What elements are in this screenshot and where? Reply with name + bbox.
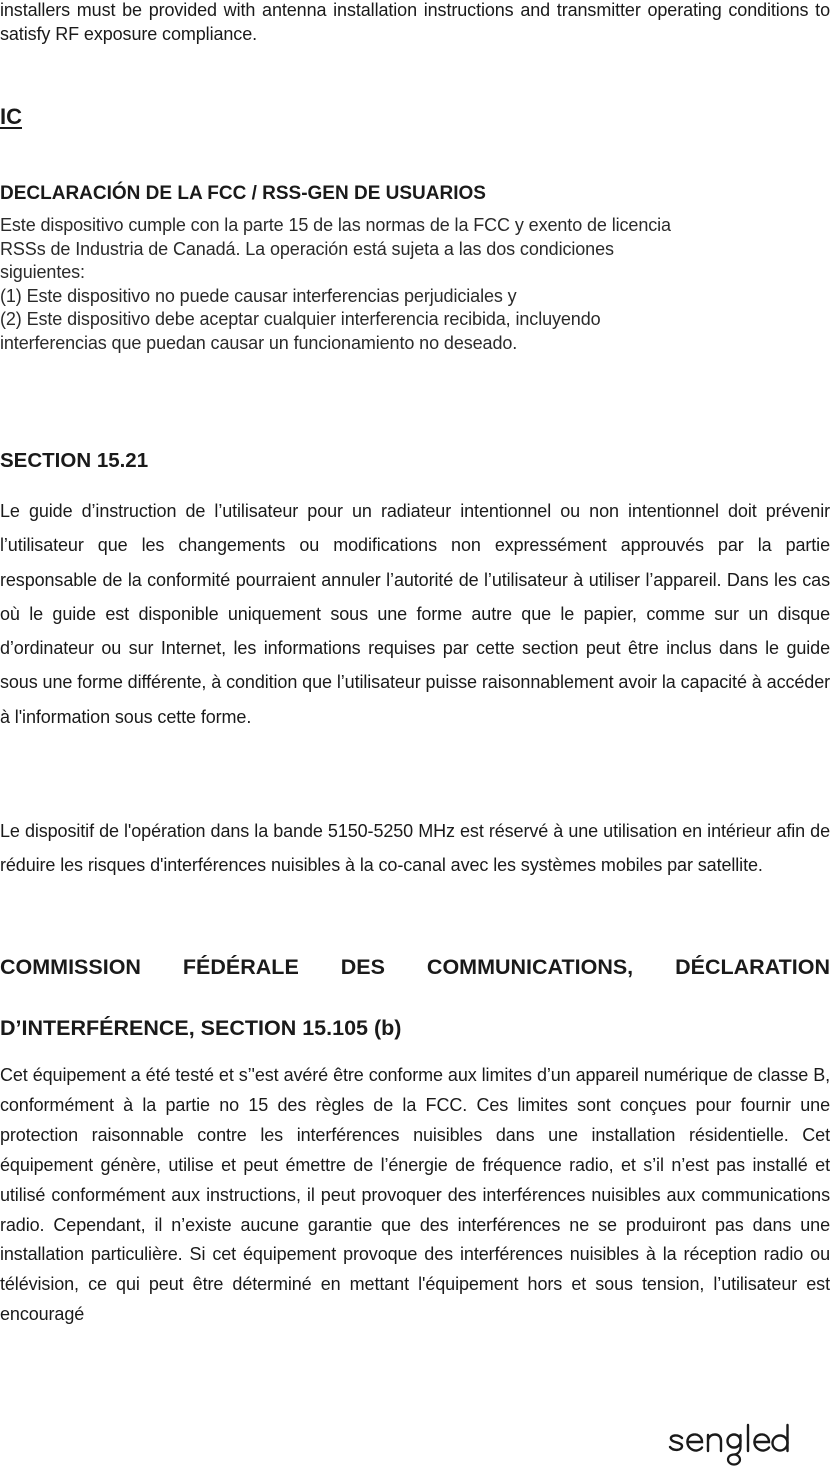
band-paragraph: Le dispositif de l'opération dans la bande 5150-5250 MHz est réservé à une utilisation en intérieur afin de réduire les risques d'interférences nuisibles à la co-canal avec les systèmes mobiles par satellite. bbox=[0, 821, 830, 876]
spanish-line: (1) Este dispositivo no puede causar interferencias perjudiciales y bbox=[0, 285, 517, 306]
section-1521-text bbox=[0, 494, 830, 734]
fcc-heading: COMMISSION FÉDÉRALE DES COMMUNICATIONS, DÉCLARATION D’INTERFÉRENCE, SECTION 15.105 (b) bbox=[0, 955, 830, 1040]
spanish-block bbox=[0, 183, 830, 205]
ic-block bbox=[0, 104, 830, 130]
spanish-line: interferencias que puedan causar un funcionamiento no deseado. bbox=[0, 332, 518, 353]
section-1521-heading: SECTION 15.21 bbox=[0, 449, 149, 472]
sengled-logo-icon bbox=[668, 1418, 798, 1466]
spanish-line: RSSs de Industria de Canadá. La operación está sujeta a las dos condiciones bbox=[0, 238, 614, 259]
fcc-paragraph: Cet équipement a été testé et s’'est avéré être conforme aux limites d’un appareil numérique de classe B, conformément à la partie no 15 des règles de la FCC. Ces limites sont conçues pour fournir une protection raisonnable contre les interférences nuisibles dans une installation résidentielle. Cet équipement génère, utilise et peut émettre de l’énergie de fréquence radio, et s’il n’est pas installé et utilisé conformément aux instructions, il peut provoquer des interférences nuisibles aux communications radio. Cependant, il n’existe aucune garantie que des interférences ne se produiront pas dans une installation particulière. Si cet équipement provoque des interférences nuisibles à la réception radio ou télévision, ce qui peut être déterminé en mettant l'équipement hors et sous tension, l’utilisateur est encouragé bbox=[0, 1065, 830, 1325]
section-1521-paragraph: Le guide d’instruction de l’utilisateur pour un radiateur intentionnel ou non intentionnel doit prévenir l’utilisateur que les changements ou modifications non expressément approuvés par la partie responsable de la conformité pourraient annuler l’autorité de l’utilisateur à utiliser l’appareil. Dans les cas où le guide est disponible uniquement sous une forme autre que le papier, comme sur un disque d’ordinateur ou sur Internet, les informations requises par cette section peut être inclus dans le guide sous une forme différente, à condition que l’utilisateur puisse raisonnablement avoir la capacité à accéder à l'information sous cette forme. bbox=[0, 501, 830, 727]
spanish-line: Este dispositivo cumple con la parte 15 de las normas de la FCC y exento de licencia bbox=[0, 215, 671, 235]
spanish-line: (2) Este dispositivo debe aceptar cualquier interferencia recibida, incluyendo bbox=[0, 309, 601, 330]
fcc-text bbox=[0, 1061, 830, 1330]
fcc-heading-block bbox=[0, 937, 830, 1059]
spanish-text bbox=[0, 214, 830, 356]
band-text bbox=[0, 814, 830, 883]
spanish-line: siguientes: bbox=[0, 262, 85, 283]
ic-heading: IC bbox=[0, 104, 22, 129]
section-1521-block bbox=[0, 449, 830, 473]
sengled-logo bbox=[668, 1418, 798, 1466]
spanish-heading: DECLARACIÓN DE LA FCC / RSS-GEN DE USUARIOS bbox=[0, 183, 486, 204]
intro-paragraph: installers must be provided with antenna installation instructions and transmitter operating conditions to satisfy RF exposure compliance. bbox=[0, 0, 830, 44]
intro-block bbox=[0, 0, 830, 46]
